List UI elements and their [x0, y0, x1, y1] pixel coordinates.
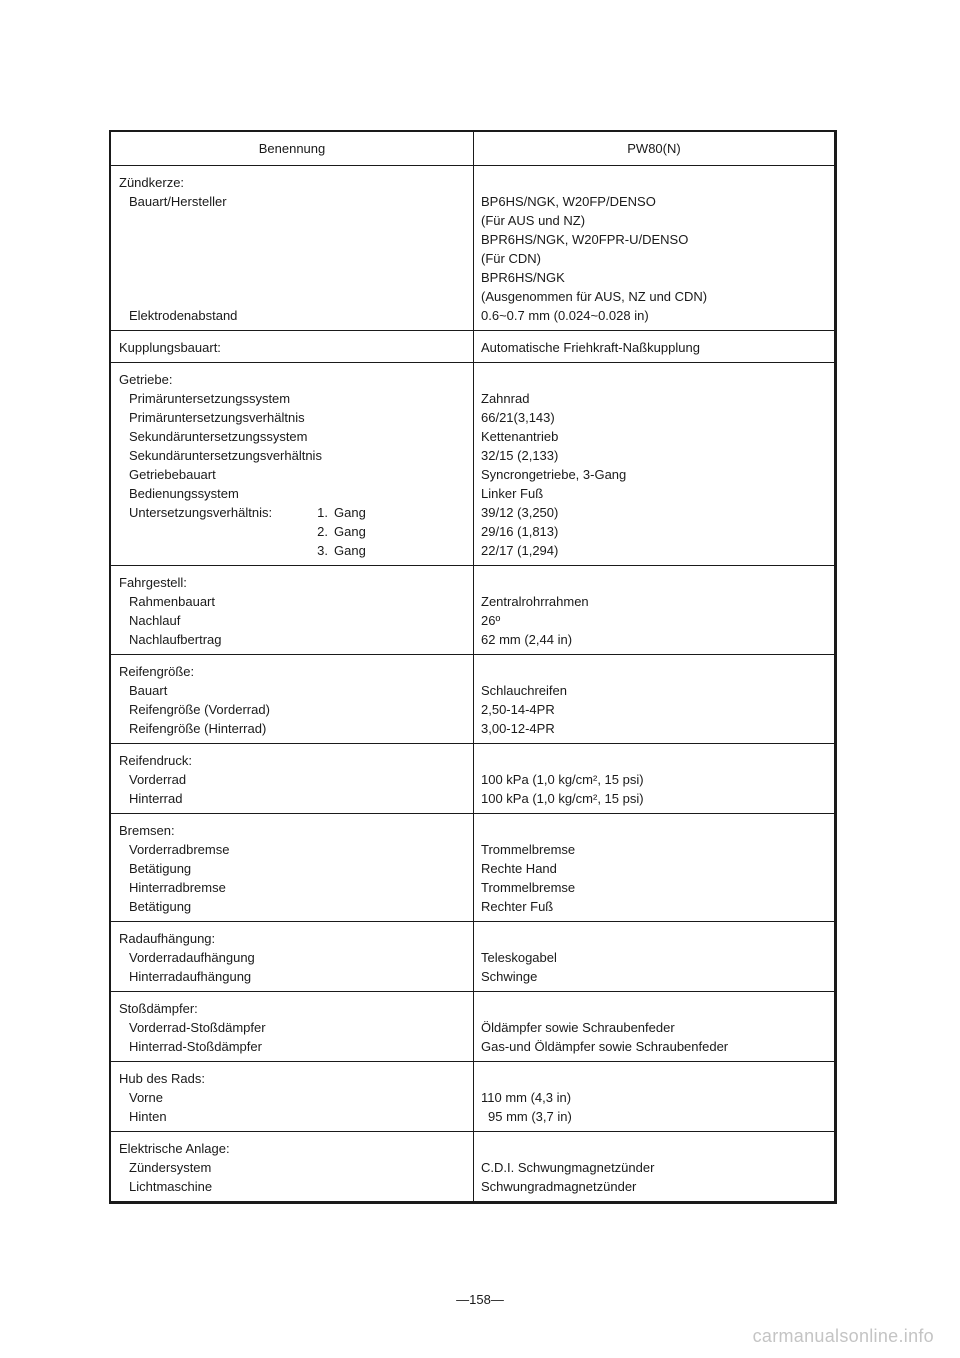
spec-label: Reifengröße (Vorderrad): [129, 702, 270, 717]
spec-value: 29/16 (1,813): [481, 524, 559, 539]
spec-value: Trommelbremse: [481, 880, 576, 895]
spec-value: Syncrongetriebe, 3-Gang: [481, 467, 627, 482]
spec-label: Untersetzungsverhältnis:: [129, 505, 273, 520]
header-benennung: Benennung: [111, 132, 474, 165]
spec-value: 3,00-12-4PR: [481, 721, 555, 736]
spec-value: Kettenantrieb: [481, 429, 559, 444]
spec-value: (Für AUS und NZ): [481, 213, 586, 228]
spec-value: Linker Fuß: [481, 486, 544, 501]
section-title: Elektrische Anlage:: [119, 1141, 230, 1156]
section-bremsen: [111, 813, 834, 921]
section-title: Fahrgestell:: [119, 575, 187, 590]
spec-label: Bauart/Hersteller: [129, 194, 227, 209]
section-reifendruck: [111, 743, 834, 813]
spec-label: Betätigung: [129, 899, 192, 914]
spec-value: 2,50-14-4PR: [481, 702, 555, 717]
spec-label: Sekundäruntersetzungssystem: [129, 429, 308, 444]
gear-ratio-row: [119, 503, 473, 522]
section-stossdaempfer: [111, 991, 834, 1061]
spec-value: 100 kPa (1,0 kg/cm², 15 psi): [481, 791, 644, 806]
section-hub: [111, 1061, 834, 1131]
spec-value: 110 mm (4,3 in): [481, 1090, 572, 1105]
spec-value: 32/15 (2,133): [481, 448, 559, 463]
spec-label: Primäruntersetzungsverhältnis: [129, 410, 305, 425]
section-title: Stoßdämpfer:: [119, 1001, 198, 1016]
spec-value: Zentralrohrrahmen: [481, 594, 589, 609]
spec-label: Nachlauf: [129, 613, 181, 628]
section-elektrik: [111, 1131, 834, 1201]
spec-label: Hinterradbremse: [129, 880, 226, 895]
section-getriebe: [111, 362, 834, 565]
section-kupplung: [111, 330, 834, 362]
section-title: Bremsen:: [119, 823, 175, 838]
spec-value: (Ausgenommen für AUS, NZ und CDN): [481, 289, 708, 304]
spec-label: Hinterradaufhängung: [129, 969, 252, 984]
spec-label: Vorderrad-Stoßdämpfer: [129, 1020, 266, 1035]
section-reifengroesse: [111, 654, 834, 743]
spec-value: Rechte Hand: [481, 861, 557, 876]
spec-label: Lichtmaschine: [129, 1179, 213, 1194]
spec-value: BPR6HS/NGK, W20FPR-U/DENSO: [481, 232, 689, 247]
spec-label: Vorderradaufhängung: [129, 950, 255, 965]
spec-label: Bauart: [129, 683, 168, 698]
spec-label: Zündersystem: [129, 1160, 212, 1175]
section-title: Zündkerze:: [119, 175, 185, 190]
section-title: Getriebe:: [119, 372, 173, 387]
spec-value: 62 mm (2,44 in): [481, 632, 573, 647]
section-fahrgestell: [111, 565, 834, 654]
spec-label: Nachlaufbertrag: [129, 632, 222, 647]
gear-number: 1.: [317, 505, 328, 520]
gear-unit: Gang: [334, 524, 366, 539]
gear-unit: Gang: [334, 543, 366, 558]
spec-value: 26º: [481, 613, 501, 628]
spec-label: Primäruntersetzungssystem: [129, 391, 291, 406]
spec-label: Vorderrad: [129, 772, 187, 787]
spec-value: 66/21(3,143): [481, 410, 555, 425]
gear-ratio-row: [119, 522, 473, 541]
page-number: —158—: [456, 1292, 504, 1307]
section-title: Hub des Rads:: [119, 1071, 205, 1086]
spec-value: 22/17 (1,294): [481, 543, 559, 558]
spec-value: Schwungradmagnetzünder: [481, 1179, 637, 1194]
gear-number: 2.: [317, 524, 328, 539]
spec-label: Hinten: [129, 1109, 167, 1124]
gear-unit: Gang: [334, 505, 366, 520]
spec-value: 95 mm (3,7 in): [488, 1109, 572, 1124]
section-zuendkerze: [111, 165, 834, 330]
spec-label: Reifengröße (Hinterrad): [129, 721, 267, 736]
section-title: Radaufhängung:: [119, 931, 216, 946]
spec-value: Öldämpfer sowie Schraubenfeder: [481, 1020, 675, 1035]
spec-value: 0.6~0.7 mm (0.024~0.028 in): [481, 308, 649, 323]
spec-table: [109, 130, 837, 1204]
section-title: Reifendruck:: [119, 753, 192, 768]
spec-label: Hinterrad: [129, 791, 183, 806]
table-header-row: [111, 132, 834, 165]
spec-value: BPR6HS/NGK: [481, 270, 565, 285]
spec-value: Rechter Fuß: [481, 899, 554, 914]
spec-value: BP6HS/NGK, W20FP/DENSO: [481, 194, 656, 209]
section-title: Reifengröße:: [119, 664, 195, 679]
spec-label: Getriebebauart: [129, 467, 216, 482]
spec-label: Vorderradbremse: [129, 842, 230, 857]
spec-value: Trommelbremse: [481, 842, 576, 857]
spec-value: C.D.I. Schwungmagnetzünder: [481, 1160, 655, 1175]
spec-label: Betätigung: [129, 861, 192, 876]
spec-label: Elektrodenabstand: [129, 308, 238, 323]
section-title: Kupplungsbauart:: [119, 340, 221, 355]
spec-value: Zahnrad: [481, 391, 530, 406]
spec-value: Gas-und Öldämpfer sowie Schraubenfeder: [481, 1039, 729, 1054]
gear-ratio-row: [119, 541, 473, 560]
spec-value: (Für CDN): [481, 251, 541, 266]
spec-label: Bedienungssystem: [129, 486, 239, 501]
header-model: PW80(N): [627, 141, 681, 156]
spec-label: Hinterrad-Stoßdämpfer: [129, 1039, 262, 1054]
spec-value: 100 kPa (1,0 kg/cm², 15 psi): [481, 772, 644, 787]
spec-label: Sekundäruntersetzungsverhältnis: [129, 448, 322, 463]
section-radaufhaengung: [111, 921, 834, 991]
gear-number: 3.: [317, 543, 328, 558]
spec-value: Schlauchreifen: [481, 683, 567, 698]
watermark: carmanualsonline.info: [752, 1326, 934, 1346]
spec-value: Automatische Friehkraft-Naßkupplung: [481, 340, 700, 355]
spec-label: Rahmenbauart: [129, 594, 215, 609]
spec-value: 39/12 (3,250): [481, 505, 559, 520]
spec-label: Vorne: [129, 1090, 163, 1105]
spec-value: Teleskogabel: [481, 950, 557, 965]
spec-value: Schwinge: [481, 969, 538, 984]
